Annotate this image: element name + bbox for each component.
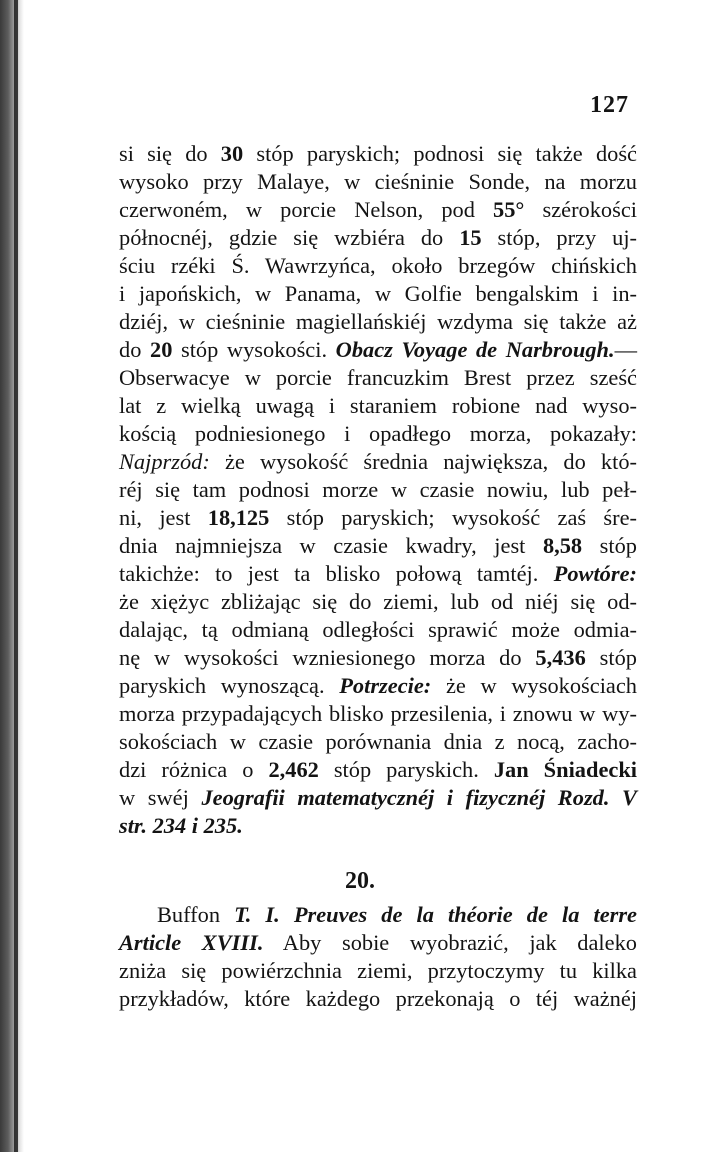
text-run: ściu rzéki Ś. Wawrzyńca, około brzegów chińskich [119,253,637,278]
text-run: si się do [119,141,221,166]
text-run: czerwoném, w porcie Nelson, pod [119,197,494,222]
text-run: stóp [582,533,637,558]
text-run: dnia najmniejsza w czasie kwadry, jest [119,533,543,558]
text-run: że w wysokościach [431,673,637,698]
text-line [119,616,637,644]
text-run: stóp, przy uj- [481,225,637,250]
text-line [119,364,637,392]
text-line [119,985,637,1013]
text-run: stóp wysokości. [172,337,336,362]
text-line [119,448,637,476]
text-run: takichże: to jest ta blisko połową tamtéj. [119,561,554,586]
text-line [119,929,637,957]
text-run: lat z wielką uwagą i staraniem robione nad wyso- [119,393,637,418]
text-run: 2,462 [268,757,319,782]
text-run: 8,58 [542,533,583,558]
text-run: 30 [220,141,244,166]
text-run: sokościach w czasie porównania dnia z nocą, zacho- [119,729,637,754]
text-run: do [119,337,150,362]
text-run: dalając, tą odmianą odległości sprawić może odmia- [119,617,637,642]
text-run: 15 [459,225,482,250]
text-run: Jeografii matematycznéj i fizycznéj Rozd. V [201,785,637,810]
text-line [119,672,637,700]
text-run: dziéj, w cieśninie magiellańskiéj wzdyma się także aż [119,309,637,334]
text-run: réj się tam podnosi morze w czasie nowiu, lub peł- [119,477,637,502]
text-run: ni, jest [119,505,208,530]
text-block-continuation [119,140,637,840]
text-run: zniża się powiérzchnia ziemi, przytoczymy tu kilka [119,958,637,983]
text-run: stóp paryskich; wysokość zaś śre- [269,505,637,530]
text-line [119,784,637,812]
text-run: Jan Śniadecki [493,757,637,782]
text-line [119,420,637,448]
text-line [119,728,637,756]
text-line [119,196,637,224]
text-run: stóp [585,645,637,670]
text-run: kością podniesionego i opadłego morza, pokazały: [119,421,637,446]
text-run: paryskich wynoszącą. [119,673,340,698]
text-line [119,140,637,168]
text-run: 18,125 [207,505,270,530]
text-line [119,560,637,588]
text-run: Obacz Voyage de Narbrough. [335,337,615,362]
text-run: Obserwacye w porcie francuzkim Brest przez sześć [119,365,637,390]
text-line [119,700,637,728]
text-run: Najprzód: [119,449,210,474]
text-run: Potrzecie: [339,673,432,698]
book-spine-shadow [0,0,24,1152]
text-run: stóp paryskich. [318,757,494,782]
text-run: północnéj, gdzie się wzbiéra do [119,225,460,250]
text-run: nę w wysokości wzniesionego morza do [119,645,536,670]
text-run: szérokości [524,197,637,222]
text-run: przykładów, które każdego przekonają o téj ważnéj [119,986,637,1011]
text-line [119,644,637,672]
text-line [119,756,637,784]
text-line [119,476,637,504]
text-line [119,392,637,420]
book-gutter-line [14,0,18,1152]
text-line [119,336,637,364]
text-run: stóp paryskich; podnosi się także dość [243,141,637,166]
text-run: że xiężyc zbliżając się do ziemi, lub od niéj się od- [119,589,637,614]
text-run: 20 [150,337,173,362]
text-run: 5,436 [535,645,586,670]
text-block-section-20 [119,901,637,1013]
text-line [119,957,637,985]
text-run: Article XVIII. [119,930,264,955]
text-run: wysoko przy Malaye, w cieśninie Sonde, na morzu [119,169,637,194]
text-line [119,308,637,336]
text-line [119,532,637,560]
text-line [119,280,637,308]
text-run: — [614,337,637,362]
text-line [119,252,637,280]
text-run: Buffon [157,902,235,927]
text-line [119,168,637,196]
text-run: T. I. Preuves de la théorie de la terre [234,902,637,927]
text-run: morza przypadających blisko przesilenia, i znowu w wy- [119,701,637,726]
text-line [119,224,637,252]
text-run: Powtóre: [553,561,637,586]
text-line [119,588,637,616]
text-line [119,812,637,840]
text-run: i japońskich, w Panama, w Golfie bengalskim i in- [119,281,637,306]
page-number: 127 [590,92,629,118]
text-run: Aby sobie wyobrazić, jak daleko [263,930,637,955]
text-line [119,504,637,532]
text-run: 55° [493,197,525,222]
text-line [119,901,637,929]
text-run: str. 234 i 235. [119,813,243,838]
section-heading: 20. [345,868,375,894]
text-run: że wysokość średnia największa, do któ- [209,449,637,474]
text-run: dzi różnica o [119,757,269,782]
text-run: w swéj [119,785,202,810]
